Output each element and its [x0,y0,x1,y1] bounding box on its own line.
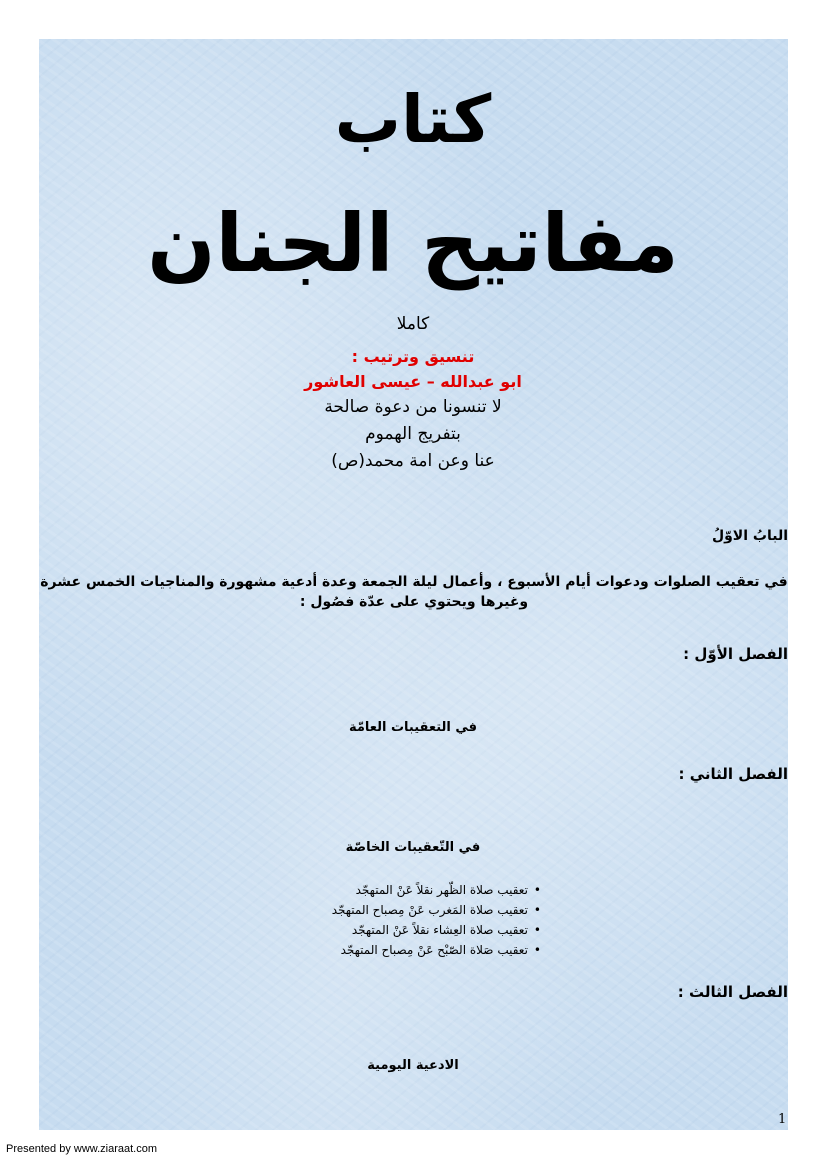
footer-credit: Presented by www.ziaraat.com [6,1143,158,1155]
section-1-heading: الفصل الأوّل : [683,645,788,663]
list-item: • تعقيب صلاة الظّهر نقلاً عَنْ المتهجّد [332,880,541,900]
chapter-description-line-2: وغيرها ويحتوي على عدّة فصُول : [299,594,529,610]
page-number: 1 [778,1112,787,1127]
section-3-topic: الادعية اليومية [367,1058,459,1073]
section-3-heading: الفصل الثالث : [677,983,788,1001]
author-name: ابو عبدالله – عيسى العاشور [304,372,522,391]
subtitle-complete: كاملا [396,314,430,334]
special-list [332,880,541,960]
list-item: • تعقيب صلاة المَغرب عَنْ مِصباح المتهجّد [332,900,541,920]
section-2-heading: الفصل الثاني : [678,765,788,783]
title-line-1: كتاب [334,81,492,158]
prayer-line-2: بتفريج الهموم [365,424,461,444]
chapter-description [40,572,788,612]
prayer-line-3: عنا وعن امة محمد(ص) [331,451,495,471]
list-item: • تعقيب صَلاة الصّبْح عَنْ مِصباح المتهجّد [332,940,541,960]
prayer-line-1: لا تنسونا من دعوة صالحة [324,397,502,417]
section-2-topic: في التّعقيبات الخاصّة [345,840,481,855]
arranged-label: تنسيق وترتيب : [351,347,475,366]
chapter-heading: البابُ الاوّلُ [711,528,788,544]
chapter-description-line-1: في تعقيب الصلوات ودعوات أيام الأسبوع ، وأعمال ليلة الجمعة وعدة أدعية مشهورة والمناجيات الخمس عشرة [40,574,788,590]
title-line-2: مفاتيح الجنان [147,197,679,290]
section-1-topic: في التعقيبات العامّة [348,720,478,735]
list-item: • تعقيب صلاة العِشاء نقلاً عَنْ المتهجّد [332,920,541,940]
